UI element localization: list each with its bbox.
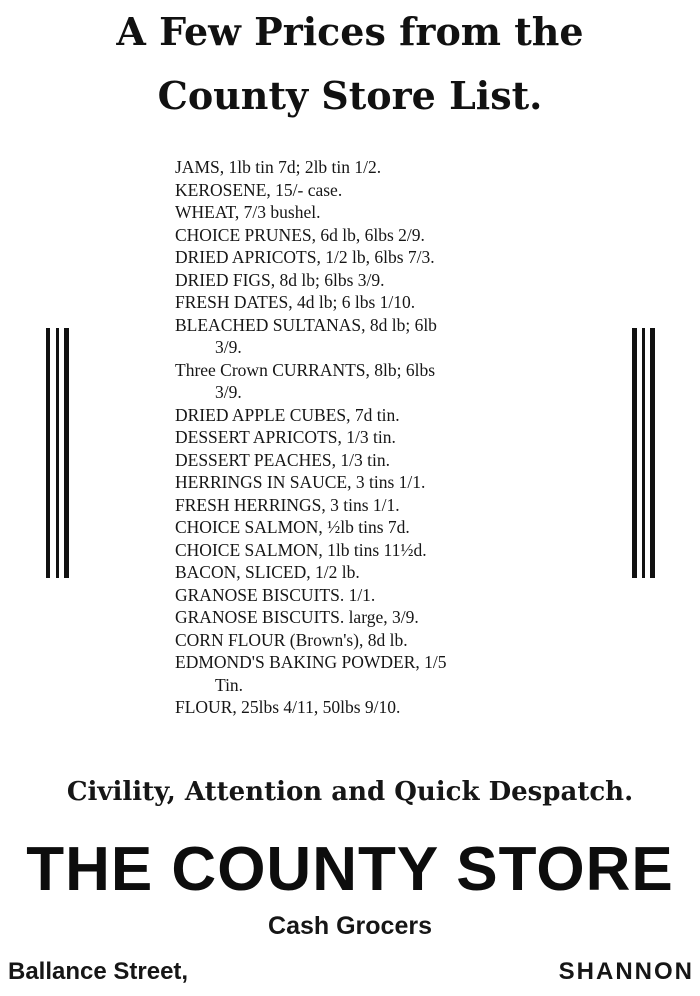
price-item-continuation: 3/9.	[215, 382, 242, 402]
price-item: CHOICE SALMON, ½lb tins 7d.	[175, 517, 410, 537]
store-name: THE COUNTY STORE	[26, 835, 674, 904]
price-item: CHOICE SALMON, 1lb tins 11½d.	[175, 539, 427, 560]
right-border-rules	[632, 328, 664, 578]
tagline: Civility, Attention and Quick Despatch.	[66, 777, 634, 807]
price-item-continuation: 3/9.	[215, 337, 242, 357]
price-item: DRIED APRICOTS, 1/2 lb, 6lbs 7/3.	[175, 247, 435, 267]
price-item: FLOUR, 25lbs 4/11, 50lbs 9/10.	[175, 697, 401, 717]
price-item: WHEAT, 7/3 bushel.	[175, 202, 321, 222]
price-item: DESSERT APRICOTS, 1/3 tin.	[175, 427, 396, 447]
town-name: SHANNON	[558, 958, 694, 985]
price-item: HERRINGS IN SAUCE, 3 tins 1/1.	[175, 472, 426, 492]
price-item: BACON, SLICED, 1/2 lb.	[175, 562, 360, 582]
price-item: GRANOSE BISCUITS. large, 3/9.	[175, 607, 419, 627]
price-item: CORN FLOUR (Brown's), 8d lb.	[175, 629, 408, 650]
price-item: EDMOND'S BAKING POWDER, 1/5	[175, 652, 447, 672]
price-item: JAMS, 1lb tin 7d; 2lb tin 1/2.	[175, 157, 382, 177]
price-item: DRIED APPLE CUBES, 7d tin.	[175, 404, 400, 425]
price-item-continuation: Tin.	[215, 674, 244, 695]
price-item: DESSERT PEACHES, 1/3 tin.	[175, 449, 390, 470]
store-subtitle: Cash Grocers	[268, 912, 432, 940]
price-item: DRIED FIGS, 8d lb; 6lbs 3/9.	[175, 269, 385, 290]
price-list	[175, 156, 555, 719]
price-item: CHOICE PRUNES, 6d lb, 6lbs 2/9.	[175, 224, 425, 245]
price-item: Three Crown CURRANTS, 8lb; 6lbs	[175, 359, 436, 380]
price-item: FRESH HERRINGS, 3 tins 1/1.	[175, 494, 400, 515]
price-item: KEROSENE, 15/- case.	[175, 179, 343, 200]
price-item: BLEACHED SULTANAS, 8d lb; 6lb	[175, 314, 437, 335]
headline-line-2: County Store List.	[157, 73, 543, 118]
price-item: GRANOSE BISCUITS. 1/1.	[175, 584, 376, 605]
price-item: FRESH DATES, 4d lb; 6 lbs 1/10.	[175, 292, 416, 312]
street-address: Ballance Street,	[8, 958, 189, 985]
headline-line-1: A Few Prices from the	[116, 9, 584, 54]
left-border-rules	[46, 328, 76, 578]
